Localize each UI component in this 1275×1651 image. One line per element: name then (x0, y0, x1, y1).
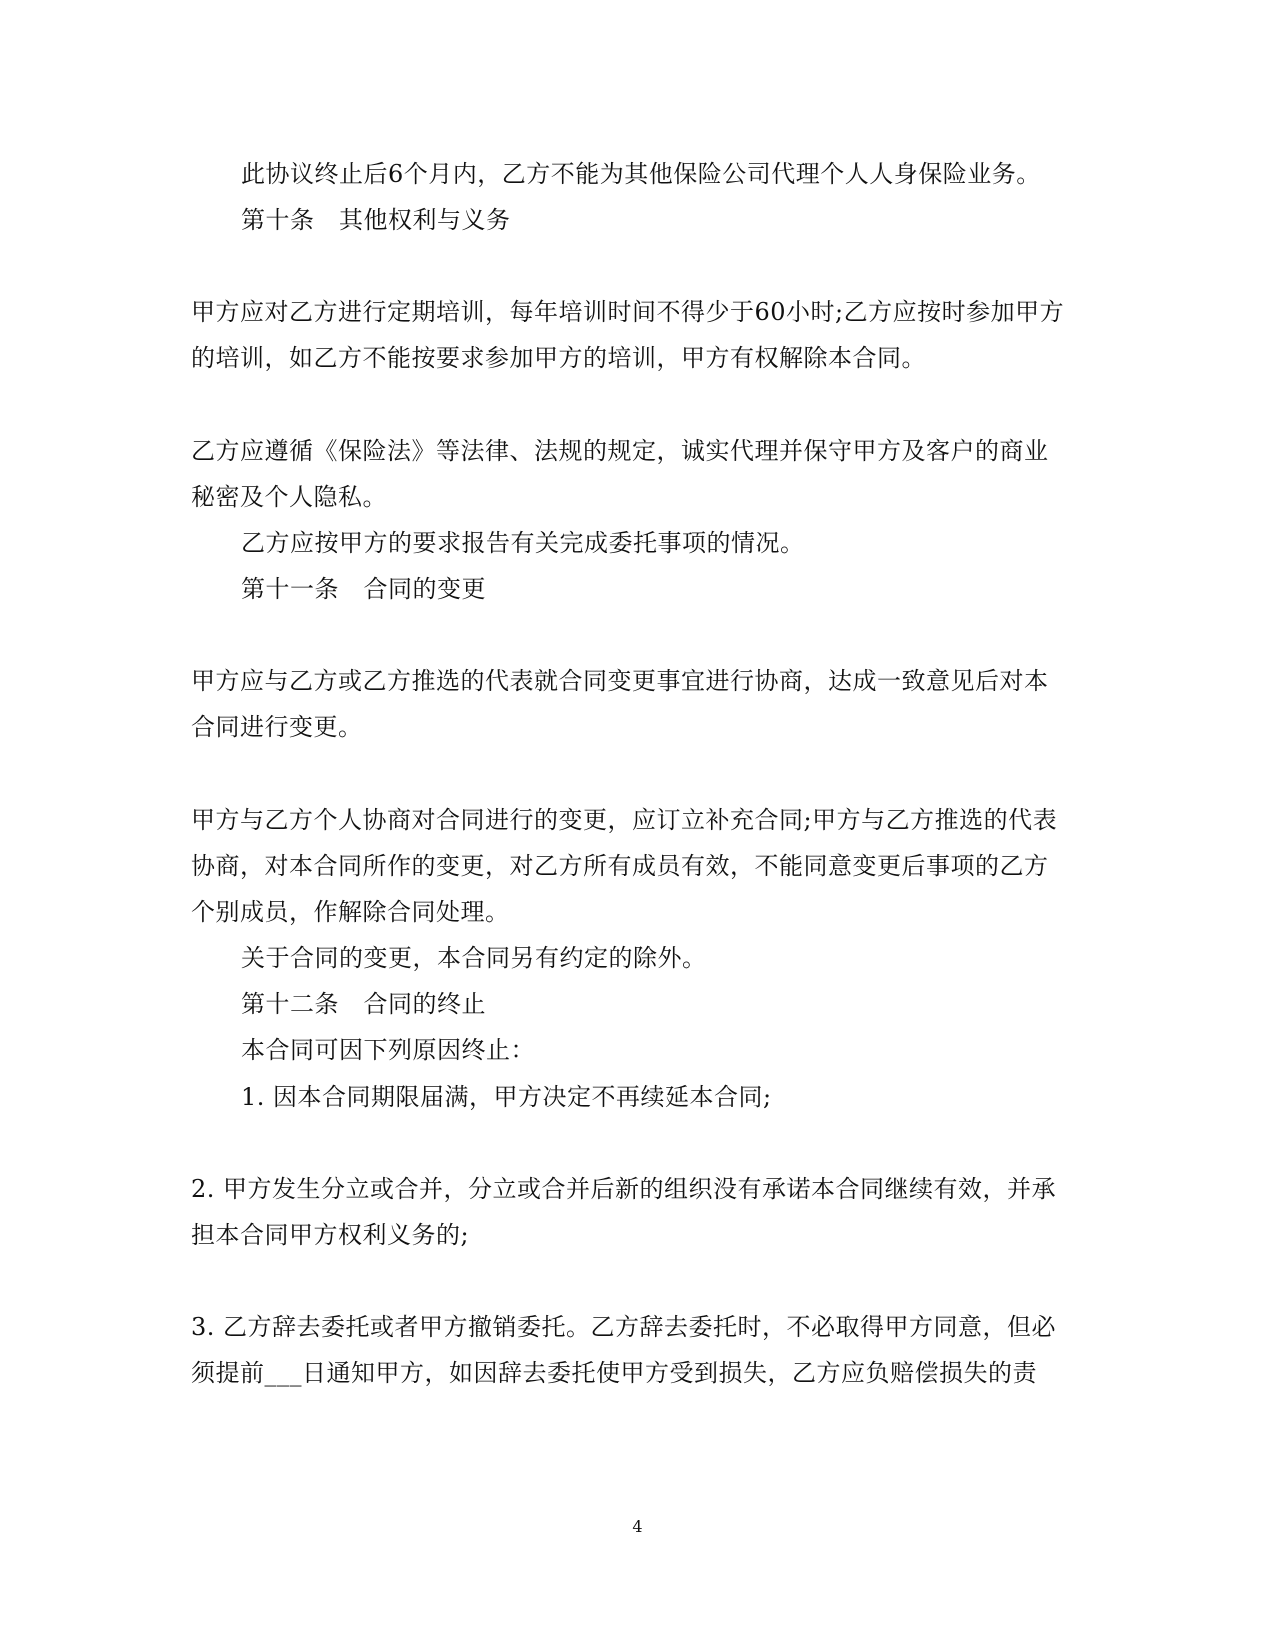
list-item: 1. 因本合同期限届满，甲方决定不再续延本合同; (241, 1083, 772, 1111)
text-line: 秘密及个人隐私。 (191, 483, 387, 511)
text-line: 关于合同的变更，本合同另有约定的除外。 (241, 944, 707, 972)
text-line: 个别成员，作解除合同处理。 (191, 898, 510, 926)
text-line: 甲方与乙方个人协商对合同进行的变更，应订立补充合同;甲方与乙方推选的代表 (191, 806, 1058, 834)
section-heading: 第十一条 合同的变更 (241, 575, 486, 603)
section-heading: 第十条 其他权利与义务 (241, 206, 511, 234)
page-number: 4 (632, 1517, 643, 1536)
list-item: 3. 乙方辞去委托或者甲方撤销委托。乙方辞去委托时，不必取得甲方同意，但必 (191, 1313, 1057, 1341)
text-line: 甲方应与乙方或乙方推选的代表就合同变更事宜进行协商，达成一致意见后对本 (191, 667, 1049, 695)
text-line: 合同进行变更。 (191, 713, 363, 741)
text-line: 此协议终止后6个月内，乙方不能为其他保险公司代理个人人身保险业务。 (241, 160, 1041, 188)
text-line: 须提前___日通知甲方，如因辞去委托使甲方受到损失，乙方应负赔偿损失的责 (191, 1359, 1037, 1387)
section-heading: 第十二条 合同的终止 (241, 990, 486, 1018)
text-line: 协商，对本合同所作的变更，对乙方所有成员有效，不能同意变更后事项的乙方 (191, 852, 1049, 880)
text-line: 乙方应遵循《保险法》等法律、法规的规定，诚实代理并保守甲方及客户的商业 (191, 437, 1049, 465)
text-line: 担本合同甲方权利义务的; (191, 1221, 470, 1249)
text-line: 甲方应对乙方进行定期培训，每年培训时间不得少于60小时;乙方应按时参加甲方 (191, 298, 1065, 326)
list-item: 2. 甲方发生分立或合并，分立或合并后新的组织没有承诺本合同继续有效，并承 (191, 1175, 1057, 1203)
text-line: 乙方应按甲方的要求报告有关完成委托事项的情况。 (241, 529, 805, 557)
text-line: 的培训，如乙方不能按要求参加甲方的培训，甲方有权解除本合同。 (191, 344, 926, 372)
text-line: 本合同可因下列原因终止： (241, 1036, 535, 1064)
